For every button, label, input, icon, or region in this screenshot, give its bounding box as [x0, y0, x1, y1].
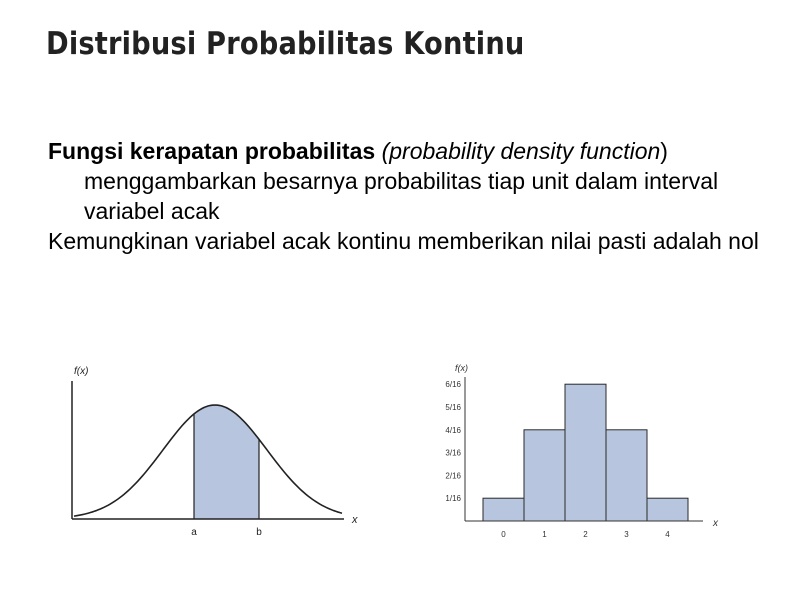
- close-paren: ): [660, 138, 668, 164]
- y-axis-label: f(x): [74, 366, 89, 377]
- histogram-bar: [483, 498, 524, 521]
- histogram-bar: [524, 430, 565, 521]
- mark-b-label: b: [256, 527, 262, 538]
- y-tick-label: 1/16: [445, 494, 461, 504]
- body-text: [48, 136, 768, 256]
- y-tick-label: 6/16: [445, 380, 461, 390]
- y-tick-label: 4/16: [445, 425, 461, 435]
- x-tick-label: 1: [542, 530, 547, 539]
- histogram-bar: [647, 498, 688, 521]
- paragraph-zero-probability: Kemungkinan variabel acak kontinu memberikan nilai pasti adalah nol: [48, 228, 759, 254]
- density-curve-figure: [60, 355, 370, 550]
- histogram-bar: [565, 384, 606, 521]
- x-tick-label: 3: [624, 530, 629, 539]
- y-axis-label: f(x): [455, 363, 468, 373]
- x-tick-label: 2: [583, 530, 588, 539]
- x-tick-label: 4: [665, 530, 670, 539]
- x-axis-label: x: [352, 514, 358, 526]
- pdf-english-term: (probability density function: [381, 138, 661, 164]
- paragraph-pdf-definition: [48, 136, 768, 226]
- slide-title: Distribusi Probabilitas Kontinu: [46, 26, 525, 62]
- y-tick-label: 5/16: [445, 403, 461, 412]
- probability-histogram-figure: [425, 355, 725, 545]
- x-tick-label: 0: [501, 530, 506, 539]
- pdf-term: Fungsi kerapatan probabilitas: [48, 138, 376, 164]
- x-axis-label: x: [713, 518, 718, 529]
- histogram-bar: [606, 430, 647, 521]
- y-tick-label: 3/16: [445, 448, 461, 458]
- pdf-description: menggambarkan besarnya probabilitas tiap unit dalam interval variabel acak: [84, 168, 719, 224]
- y-tick-label: 2/16: [445, 471, 461, 481]
- mark-a-label: a: [191, 527, 197, 538]
